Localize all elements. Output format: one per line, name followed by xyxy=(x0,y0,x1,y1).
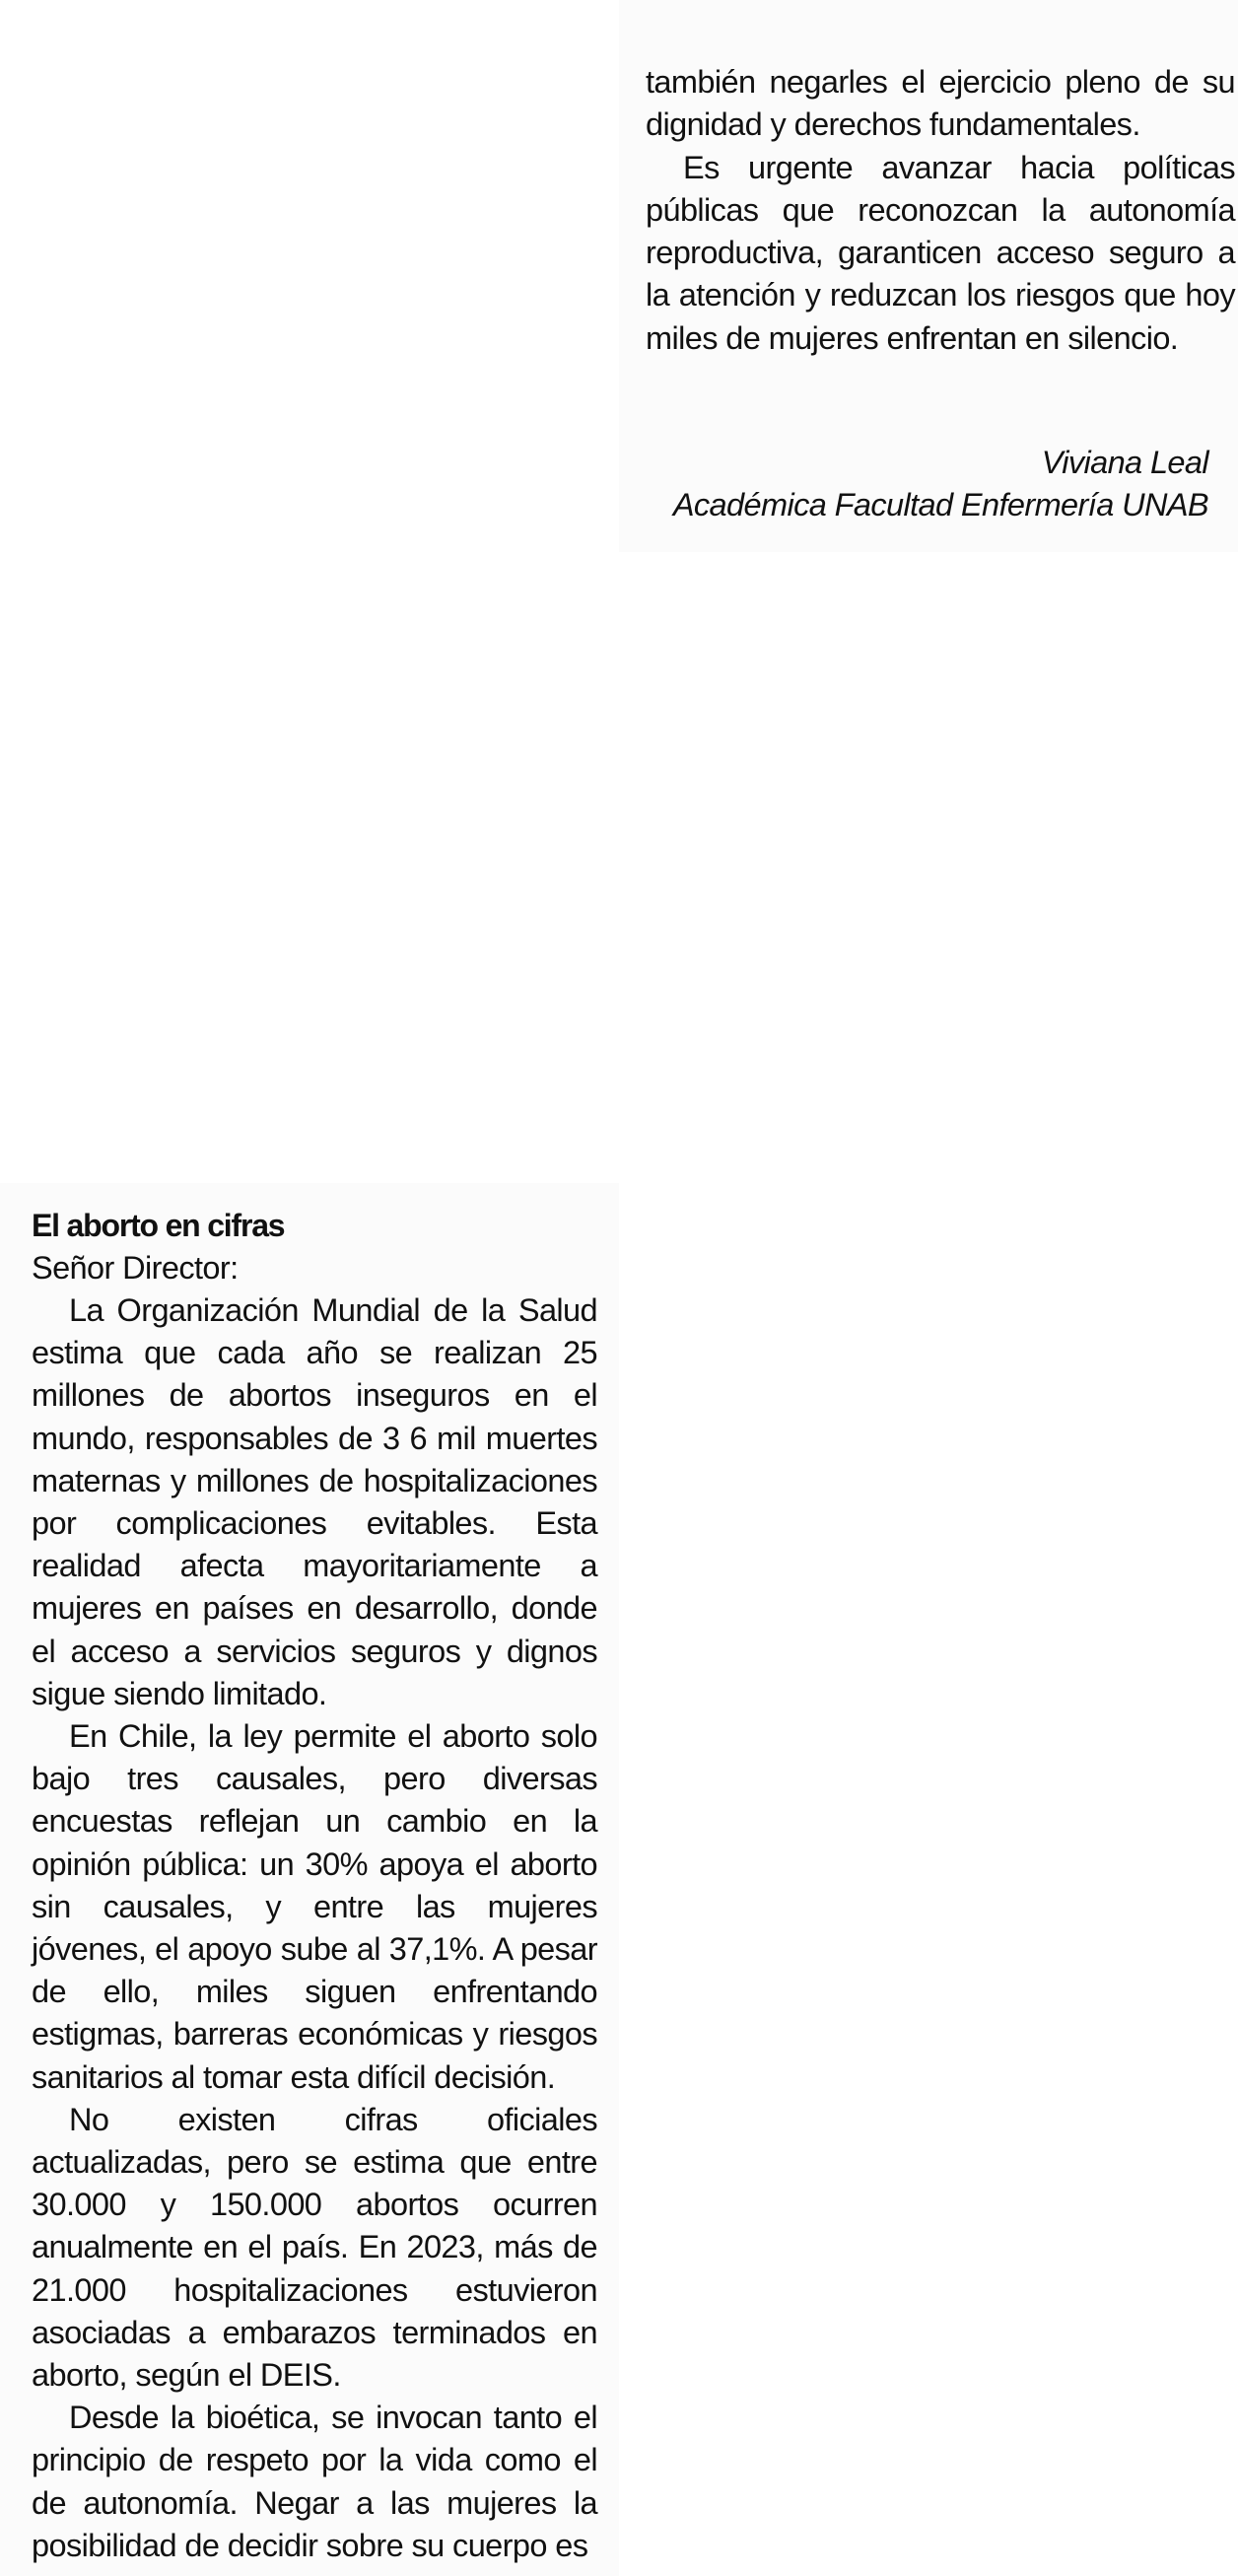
top-letter-body xyxy=(646,61,1235,360)
signature-affiliation: Académica Facultad Enfermería UNAB xyxy=(672,487,1208,522)
letter-signature xyxy=(673,442,1208,526)
paragraph: Desde la bioética, se invocan tanto el principio de respeto por la vida como el de autonomía. Negar a las mujeres la posibilidad de decidir sobre su cuerpo es xyxy=(32,2400,597,2563)
paragraph: La Organización Mundial de la Salud estima que cada año se realizan 25 millones de abortos inseguros en el mundo, responsables de 3 6 mil muertes maternas y millones de hospitalizaciones por complicaciones evitables. Esta realidad afecta mayoritariamente a mujeres en países en desarrollo, donde el acceso a servicios seguros y dignos sigue siendo limitado. xyxy=(32,1292,597,1711)
bottom-letter-body xyxy=(32,1289,597,2567)
paragraph: En Chile, la ley permite el aborto solo bajo tres causales, pero diversas encuestas reflejan un cambio en la opinión pública: un 30% apoya el aborto sin causales, y entre las mujeres jóvenes, el apoyo sube al 37,1%. A pesar de ello, miles siguen enfrentando estigmas, barreras económicas y riesgos sanitarios al tomar esta difícil decisión. xyxy=(32,1718,597,2095)
top-paragraph-continuation: también negarles el ejercicio pleno de su dignidad y derechos fundamentales. xyxy=(646,64,1235,143)
letter-title: El aborto en cifras xyxy=(32,1208,285,1243)
paragraph: No existen cifras oficiales actualizadas, pero se estima que entre 30.000 y 150.000 abortos ocurren anualmente en el país. En 2023, más de 21.000 hospitalizaciones estuvieron asociadas a embarazos terminados en aborto, según el DEIS. xyxy=(32,2101,597,2394)
top-paragraph-final: Es urgente avanzar hacia políticas públicas que reconozcan la autonomía reproductiva, garanticen acceso seguro a la atención y reduzcan los riesgos que hoy miles de mujeres enfrentan en silencio. xyxy=(646,149,1235,356)
letter-salutation: Señor Director: xyxy=(32,1250,239,1286)
signature-name: Viviana Leal xyxy=(1041,445,1208,480)
